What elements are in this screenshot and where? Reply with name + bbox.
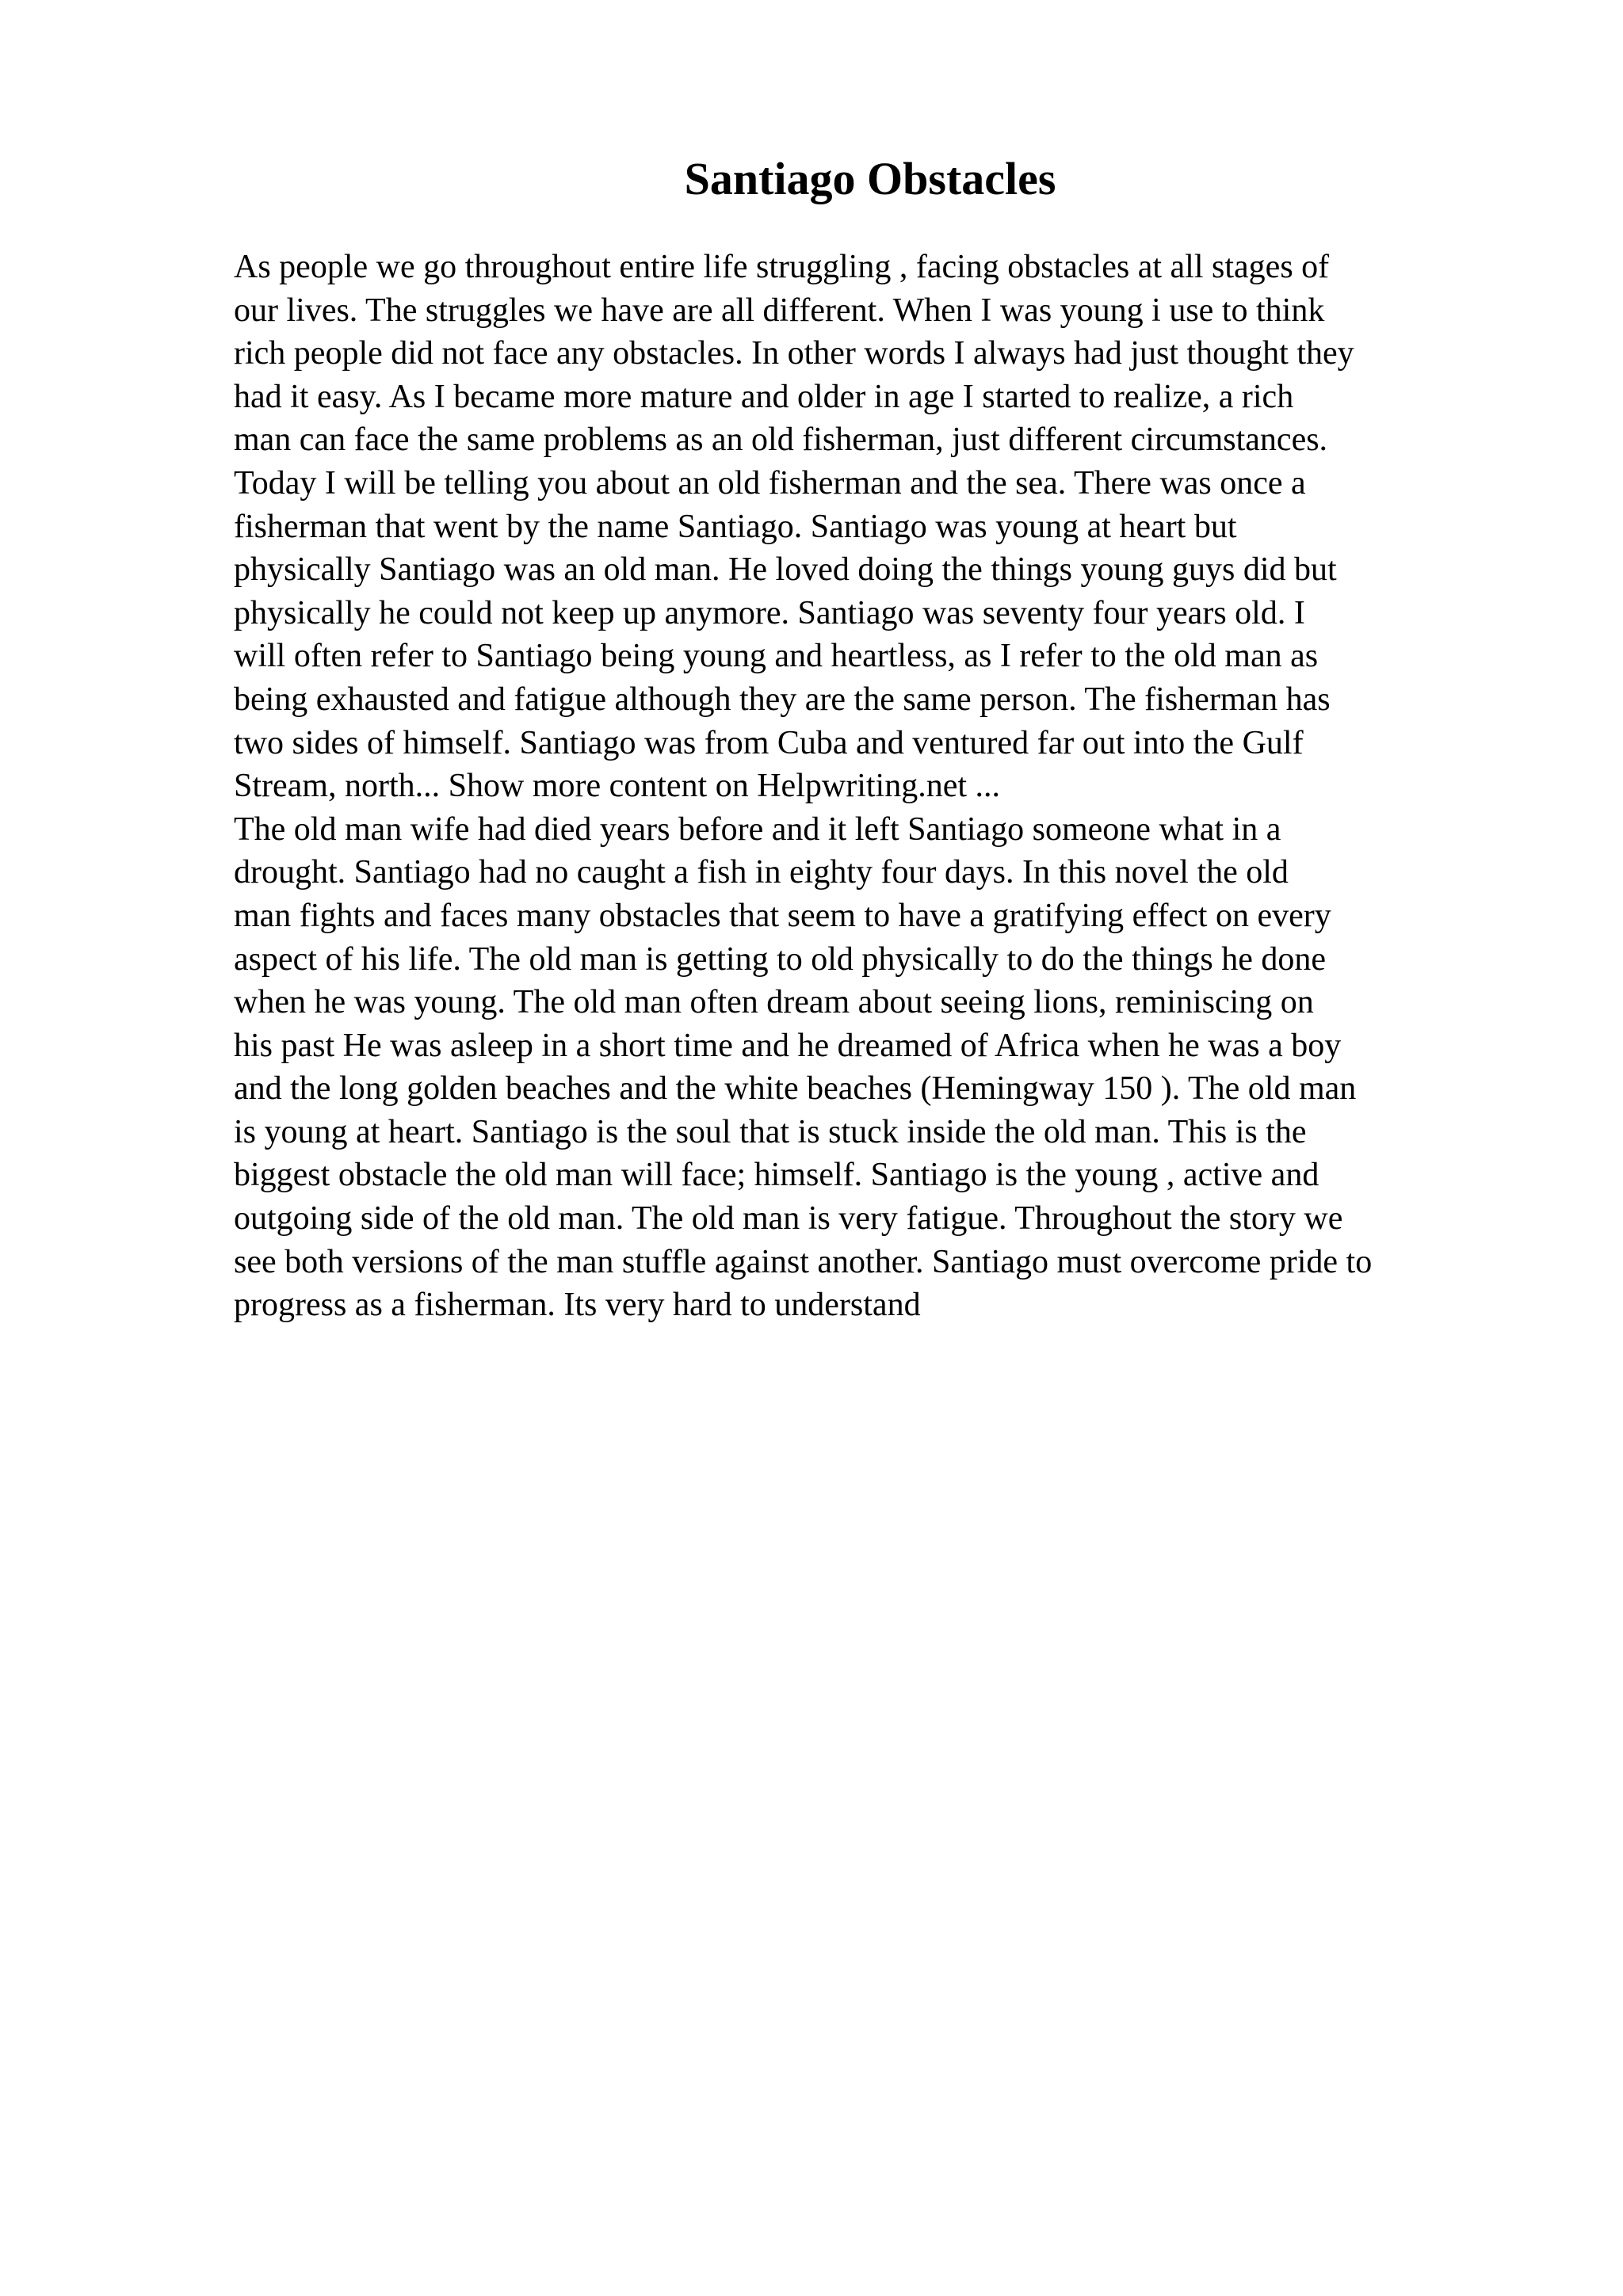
body-line: see both versions of the man stuffle against another. Santiago must overcome pride to	[234, 1243, 1373, 1280]
body-line: physically Santiago was an old man. He loved doing the things young guys did but	[234, 551, 1337, 589]
body-line: and the long golden beaches and the white beaches (Hemingway 150 ). The old man	[234, 1070, 1357, 1108]
body-line: As people we go throughout entire life struggling , facing obstacles at all stages of	[234, 249, 1330, 285]
body-line: The old man wife had died years before and it left Santiago someone what in a	[234, 810, 1281, 848]
body-line: fisherman that went by the name Santiago. Santiago was young at heart but	[234, 508, 1237, 545]
body-line: man fights and faces many obstacles that seem to have a gratifying effect on every	[234, 897, 1331, 934]
body-line: aspect of his life. The old man is getting to old physically to do the things he done	[234, 940, 1327, 978]
body-line: being exhausted and fatigue although they are the same person. The fisherman has	[234, 681, 1331, 718]
body-line: when he was young. The old man often dream about seeing lions, reminiscing on	[234, 984, 1314, 1021]
body-line: physically he could not keep up anymore. Santiago was seventy four years old. I	[234, 594, 1305, 631]
body-line: Today I will be telling you about an old fisherman and the sea. There was once a	[234, 464, 1306, 502]
body-line: his past He was asleep in a short time and he dreamed of Africa when he was a boy	[234, 1027, 1342, 1064]
document-title: Santiago Obstacles	[684, 153, 1056, 204]
body-line: outgoing side of the old man. The old man is very fatigue. Throughout the story we	[234, 1200, 1343, 1238]
body-line: drought. Santiago had no caught a fish in eighty four days. In this novel the old	[234, 854, 1289, 891]
body-line: will often refer to Santiago being young and heartless, as I refer to the old man as	[234, 638, 1319, 675]
body-line: biggest obstacle the old man will face; himself. Santiago is the young , active and	[234, 1157, 1319, 1194]
document-body	[234, 246, 1518, 1327]
body-line: had it easy. As I became more mature and older in age I started to realize, a rich	[234, 378, 1294, 415]
body-line: Stream, north... Show more content on Helpwriting.net ...	[234, 768, 1001, 805]
body-line: our lives. The struggles we have are all different. When I was young i use to think	[234, 292, 1325, 329]
body-line: rich people did not face any obstacles. In other words I always had just thought they	[234, 335, 1354, 372]
body-line: man can face the same problems as an old fisherman, just different circumstances.	[234, 421, 1328, 459]
body-line: is young at heart. Santiago is the soul that is stuck inside the old man. This is the	[234, 1113, 1307, 1150]
body-line: progress as a fisherman. Its very hard to understand	[234, 1287, 921, 1324]
body-line: two sides of himself. Santiago was from Cuba and ventured far out into the Gulf	[234, 724, 1304, 761]
